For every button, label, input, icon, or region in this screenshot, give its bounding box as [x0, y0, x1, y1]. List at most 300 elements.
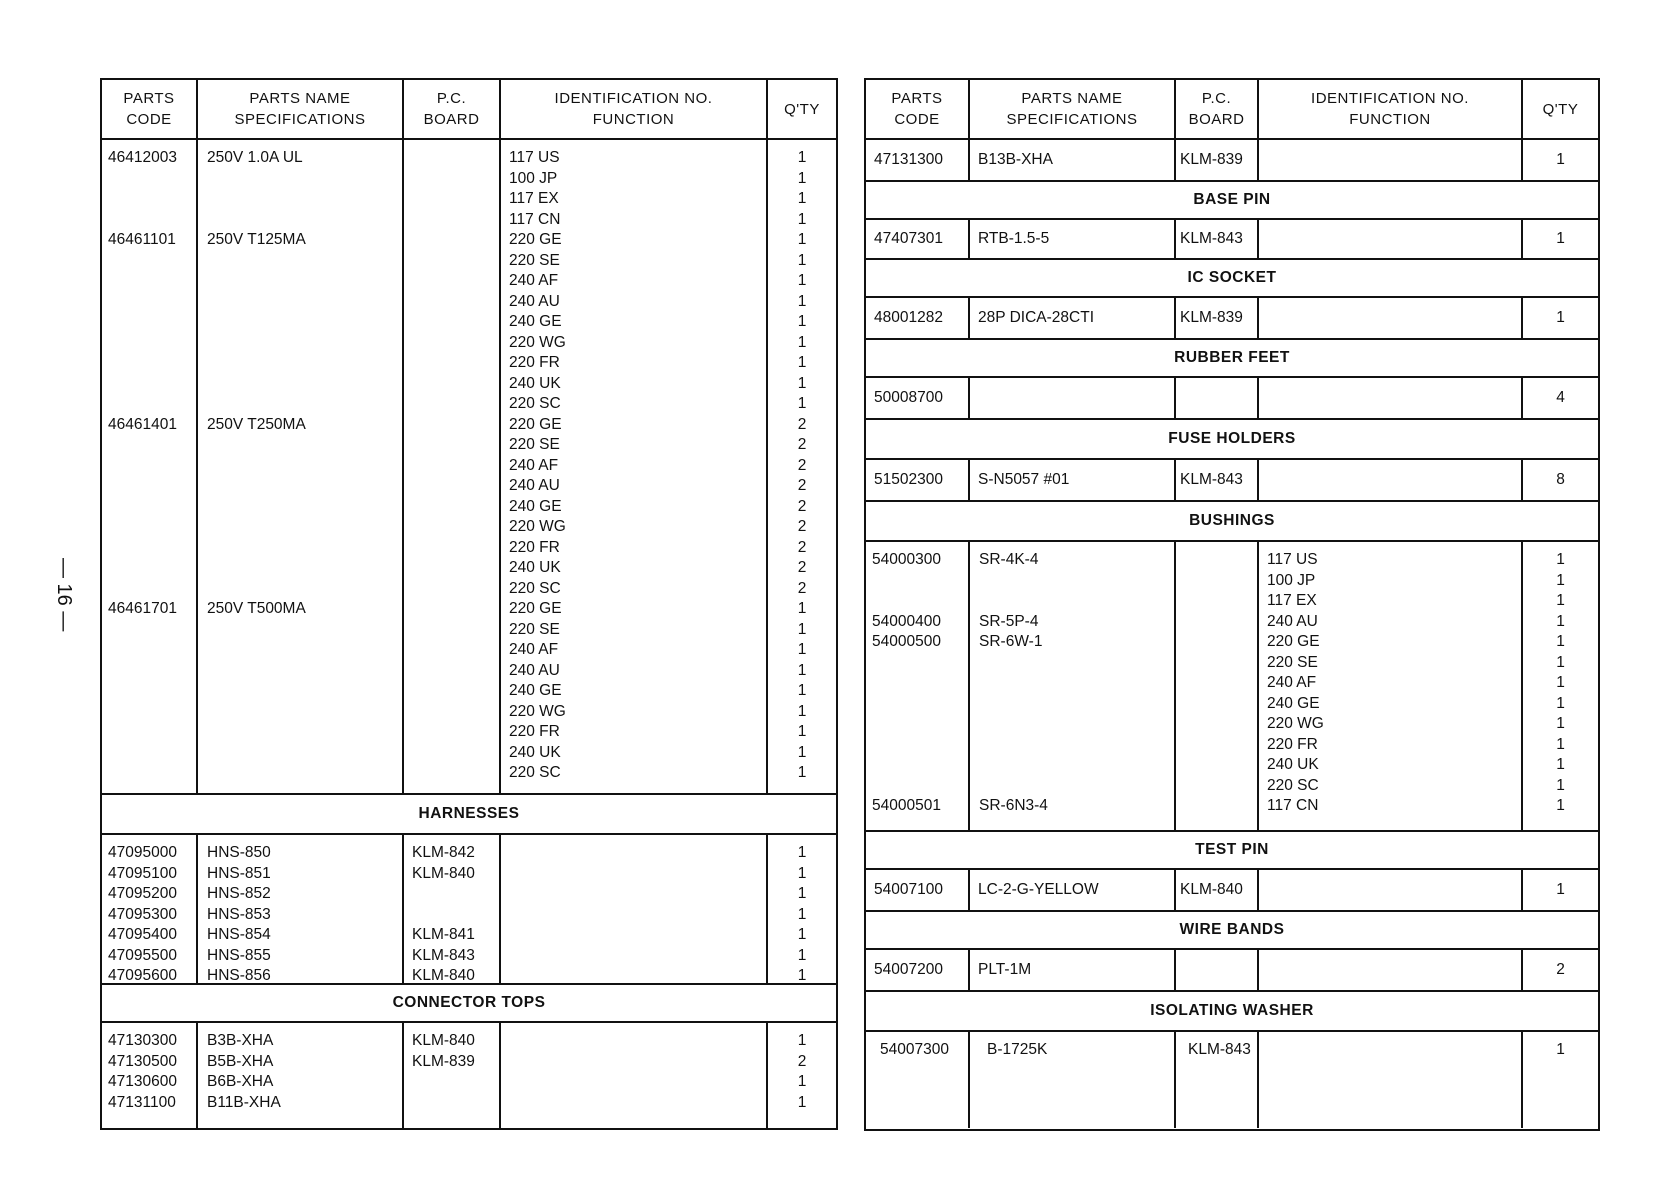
- pc-board: [404, 884, 499, 905]
- part-name: SR-6W-1: [979, 633, 1043, 650]
- quantity: 1: [797, 905, 807, 923]
- identification: 220 FR: [509, 538, 560, 556]
- part-code: [102, 292, 196, 313]
- pc-board: KLM-839: [1176, 298, 1259, 338]
- part-code: 47131100: [108, 1093, 176, 1111]
- part-code: 54000501: [872, 797, 941, 814]
- header-parts-name: PARTS NAME SPECIFICATIONS: [198, 80, 404, 138]
- identification: 240 AF: [509, 272, 559, 289]
- fuse-codes-column: [102, 140, 198, 793]
- part-name: HNS-855: [207, 946, 271, 964]
- quantity: 1: [797, 702, 807, 720]
- part-code: 54007100: [866, 870, 970, 910]
- item-row-test-pin: [866, 870, 1598, 912]
- fuses-section: [102, 140, 836, 795]
- section-title-connector-tops: CONNECTOR TOPS: [102, 985, 836, 1023]
- connector-boards-column: [404, 1023, 501, 1128]
- pc-board: [1176, 950, 1259, 990]
- quantity: 8: [1556, 471, 1565, 488]
- part-name: HNS-853: [207, 905, 271, 923]
- part-name: [198, 333, 402, 354]
- identification: 117 US: [509, 149, 560, 166]
- part-name: HNS-852: [207, 885, 271, 902]
- quantity: 2: [797, 415, 807, 433]
- identification: 220 SE: [1267, 653, 1318, 671]
- identification: 117 CN: [1267, 797, 1319, 814]
- identification: [1259, 870, 1523, 910]
- identification: 220 SC: [509, 579, 561, 597]
- part-code: 47095500: [108, 946, 177, 964]
- part-code: [866, 714, 968, 735]
- part-code: 47095300: [108, 905, 177, 923]
- part-code: [866, 694, 968, 715]
- quantity: 1: [1556, 881, 1565, 898]
- part-name: [970, 673, 1174, 694]
- part-code: [102, 538, 196, 559]
- part-name: [198, 538, 402, 559]
- part-name: [198, 763, 402, 784]
- harness-qty-column: [768, 835, 836, 983]
- harness-idents-column: [501, 835, 768, 983]
- section-title-bushings: BUSHINGS: [866, 502, 1598, 542]
- part-code: [866, 673, 968, 694]
- part-name: [198, 640, 402, 661]
- part-name: [970, 755, 1174, 776]
- part-code: [102, 169, 196, 190]
- quantity: 2: [797, 436, 807, 453]
- harnesses-section: [102, 835, 836, 985]
- identification: 220 SC: [509, 395, 561, 412]
- identification: 220 GE: [509, 600, 562, 617]
- item-row-rubber-feet: [866, 378, 1598, 420]
- fuse-qty-column: [768, 140, 836, 793]
- quantity: 1: [1556, 230, 1565, 247]
- part-name: [198, 579, 402, 600]
- part-name: [970, 735, 1174, 756]
- part-name: LC-2-G-YELLOW: [970, 870, 1176, 910]
- part-code: [866, 591, 968, 612]
- part-code: [102, 497, 196, 518]
- part-name: [198, 271, 402, 292]
- header-pc-board: P.C. BOARD: [404, 80, 501, 138]
- identification: 240 GE: [1267, 694, 1320, 712]
- identification: [1259, 140, 1523, 180]
- part-name: [970, 776, 1174, 797]
- part-name: [970, 714, 1174, 735]
- identification: 240 AU: [509, 477, 560, 494]
- quantity: 2: [797, 559, 807, 576]
- header-pc-board: P.C. BOARD: [1176, 80, 1259, 138]
- pc-board: KLM-843: [1176, 1032, 1259, 1128]
- part-code: 47130600: [108, 1073, 177, 1090]
- quantity: 1: [797, 313, 807, 330]
- part-name: [198, 394, 402, 415]
- quantity: 1: [797, 251, 807, 269]
- quantity: 2: [797, 579, 807, 597]
- pc-board: KLM-839: [1176, 140, 1259, 180]
- pc-board: KLM-840: [412, 864, 475, 882]
- part-code: [102, 681, 196, 702]
- identification: [1259, 378, 1523, 418]
- quantity: 2: [797, 456, 807, 474]
- identification: 220 WG: [509, 333, 566, 351]
- identification: 220 FR: [509, 354, 560, 371]
- identification: 220 WG: [509, 702, 566, 720]
- part-code: 47130300: [108, 1032, 177, 1049]
- bushing-names-column: [970, 542, 1176, 830]
- header-parts-code: PARTS CODE: [866, 80, 970, 138]
- quantity: 1: [1556, 551, 1565, 568]
- identification: 220 FR: [1267, 735, 1318, 753]
- part-code: [102, 435, 196, 456]
- part-code: 47407301: [866, 220, 970, 258]
- quantity: 1: [797, 374, 807, 392]
- part-name: RTB-1.5-5: [970, 220, 1176, 258]
- identification: 240 GE: [509, 313, 562, 330]
- quantity: 1: [797, 620, 807, 638]
- part-code: [102, 702, 196, 723]
- quantity: 1: [1556, 309, 1565, 326]
- header-row: [866, 80, 1598, 140]
- quantity: 1: [797, 210, 807, 228]
- pc-board: [404, 1093, 499, 1114]
- part-name: [198, 661, 402, 682]
- part-name: 28P DICA-28CTI: [970, 298, 1176, 338]
- part-name: [198, 476, 402, 497]
- part-name: B6B-XHA: [207, 1073, 274, 1090]
- pc-board: KLM-843: [1176, 220, 1259, 258]
- identification: 117 EX: [509, 190, 559, 207]
- part-code: [866, 755, 968, 776]
- quantity: 1: [797, 844, 807, 861]
- quantity: 1: [797, 231, 807, 248]
- part-name: 250V 1.0A UL: [207, 149, 303, 166]
- part-name: 250V T500MA: [207, 600, 306, 617]
- pc-board: KLM-840: [1176, 870, 1259, 910]
- identification: 220 FR: [509, 723, 560, 740]
- pc-board: KLM-839: [412, 1052, 475, 1070]
- part-code: [102, 333, 196, 354]
- identification: 220 GE: [1267, 633, 1320, 650]
- quantity: 2: [797, 497, 807, 515]
- quantity: 1: [797, 926, 807, 943]
- quantity: 2: [1556, 961, 1565, 978]
- pc-board: [404, 905, 499, 926]
- part-name: [198, 722, 402, 743]
- identification: 220 SE: [509, 436, 560, 453]
- part-name: HNS-856: [207, 967, 271, 984]
- quantity: 1: [1556, 1041, 1565, 1058]
- quantity: 1: [797, 354, 807, 371]
- identification: 240 AF: [509, 456, 559, 474]
- quantity: 1: [797, 1032, 807, 1049]
- quantity: 1: [797, 723, 807, 740]
- connector-idents-column: [501, 1023, 768, 1128]
- item-row-ic-socket: [866, 298, 1598, 340]
- part-code: 50008700: [866, 378, 970, 418]
- pc-board: [404, 1072, 499, 1093]
- quantity: 1: [1556, 151, 1565, 168]
- item-row-fuse-holders: [866, 460, 1598, 502]
- identification: 240 UK: [509, 743, 561, 761]
- part-code: 54000500: [872, 633, 941, 650]
- right-parts-table: [864, 78, 1600, 1131]
- identification: 220 SC: [509, 764, 561, 781]
- item-row-b13b: [866, 140, 1598, 182]
- part-name: B-1725K: [970, 1032, 1176, 1128]
- quantity: 1: [797, 641, 807, 658]
- part-code: 51502300: [866, 460, 970, 500]
- part-code: [102, 394, 196, 415]
- part-name: PLT-1M: [970, 950, 1176, 990]
- part-code: 47095200: [108, 885, 177, 902]
- quantity: 1: [1556, 571, 1565, 589]
- identification: [1259, 460, 1523, 500]
- identification: 100 JP: [1267, 571, 1316, 589]
- quantity: 1: [1556, 694, 1565, 712]
- part-code: [102, 210, 196, 231]
- part-code: 46461401: [108, 415, 177, 433]
- identification: 220 WG: [509, 518, 566, 535]
- identification: 240 GE: [509, 682, 562, 699]
- part-code: [102, 661, 196, 682]
- quantity: 1: [1556, 612, 1565, 630]
- quantity: 1: [1556, 633, 1565, 650]
- part-code: [102, 517, 196, 538]
- section-title-wire-bands: WIRE BANDS: [866, 912, 1598, 950]
- quantity: 2: [797, 538, 807, 556]
- part-code: 47095400: [108, 926, 177, 943]
- part-name: [198, 210, 402, 231]
- part-name: [198, 353, 402, 374]
- quantity: 1: [1556, 797, 1565, 814]
- part-name: S-N5057 #01: [970, 460, 1176, 500]
- quantity: 1: [797, 600, 807, 617]
- identification: 240 UK: [509, 374, 561, 392]
- part-code: 46461101: [108, 231, 176, 248]
- part-code: [866, 571, 968, 592]
- part-name: [970, 591, 1174, 612]
- part-code: [866, 653, 968, 674]
- quantity: 1: [797, 333, 807, 351]
- quantity: 4: [1556, 389, 1565, 406]
- part-code: [102, 374, 196, 395]
- part-code: 47095600: [108, 967, 177, 984]
- quantity: 1: [1556, 653, 1565, 671]
- part-name: [198, 743, 402, 764]
- part-code: [102, 722, 196, 743]
- part-code: [102, 620, 196, 641]
- identification: [1259, 298, 1523, 338]
- part-code: 48001282: [866, 298, 970, 338]
- part-name: [970, 571, 1174, 592]
- part-code: [102, 251, 196, 272]
- quantity: 1: [797, 661, 807, 679]
- bushings-section: [866, 542, 1598, 832]
- part-code: [102, 456, 196, 477]
- connector-qty-column: [768, 1023, 836, 1128]
- harness-codes-column: [102, 835, 198, 983]
- quantity: 1: [1556, 592, 1565, 609]
- part-name: [198, 312, 402, 333]
- part-name: [198, 702, 402, 723]
- part-name: B5B-XHA: [207, 1052, 274, 1070]
- connector-tops-section: [102, 1023, 836, 1128]
- part-code: 54007200: [866, 950, 970, 990]
- quantity: 1: [797, 864, 807, 882]
- section-title-test-pin: TEST PIN: [866, 832, 1598, 870]
- part-code: 47131300: [866, 140, 970, 180]
- identification: 100 JP: [509, 169, 558, 187]
- quantity: 1: [797, 1073, 807, 1090]
- header-parts-name: PARTS NAME SPECIFICATIONS: [970, 80, 1176, 138]
- part-name: [198, 292, 402, 313]
- quantity: 2: [797, 477, 807, 494]
- part-code: [102, 476, 196, 497]
- identification: [1259, 1032, 1523, 1128]
- part-name: [198, 374, 402, 395]
- part-name: SR-6N3-4: [979, 797, 1048, 814]
- header-identification: IDENTIFICATION NO. FUNCTION: [501, 80, 768, 138]
- identification: 240 AF: [509, 641, 559, 658]
- item-row-isolating-washer: [866, 1032, 1598, 1128]
- fuse-board-column: [404, 140, 501, 793]
- quantity: 1: [1556, 776, 1565, 794]
- item-row-wire-bands: [866, 950, 1598, 992]
- part-name: B3B-XHA: [207, 1032, 274, 1049]
- part-name: [970, 694, 1174, 715]
- part-name: SR-4K-4: [979, 551, 1039, 568]
- pc-board: KLM-842: [412, 844, 475, 861]
- pc-board: KLM-843: [1176, 460, 1259, 500]
- quantity: 1: [797, 967, 807, 984]
- part-code: [102, 763, 196, 784]
- bushing-idents-column: [1259, 542, 1523, 830]
- part-code: 47095000: [108, 844, 177, 861]
- bushing-boards-column: [1176, 542, 1259, 830]
- quantity: 2: [797, 518, 807, 535]
- quantity: 1: [797, 885, 807, 902]
- left-parts-table: [100, 78, 838, 1130]
- part-name: [970, 378, 1176, 418]
- identification: 220 GE: [509, 231, 562, 248]
- quantity: 1: [797, 149, 807, 166]
- part-code: [102, 558, 196, 579]
- quantity: 1: [797, 764, 807, 781]
- section-title-isolating-washer: ISOLATING WASHER: [866, 992, 1598, 1032]
- header-identification: IDENTIFICATION NO. FUNCTION: [1259, 80, 1523, 138]
- part-name: 250V T125MA: [207, 231, 306, 248]
- identification: 220 SC: [1267, 776, 1319, 794]
- part-name: B13B-XHA: [970, 140, 1176, 180]
- quantity: 1: [797, 682, 807, 699]
- part-name: [198, 517, 402, 538]
- part-name: SR-5P-4: [979, 612, 1039, 630]
- header-parts-code: PARTS CODE: [102, 80, 198, 138]
- identification: 117 CN: [509, 210, 561, 228]
- part-code: [102, 353, 196, 374]
- part-code: [102, 640, 196, 661]
- section-title-fuse-holders: FUSE HOLDERS: [866, 420, 1598, 460]
- quantity: 1: [797, 1093, 807, 1111]
- part-code: [866, 776, 968, 797]
- part-code: [102, 189, 196, 210]
- identification: [1259, 950, 1523, 990]
- quantity: 1: [797, 169, 807, 187]
- pc-board: KLM-843: [412, 946, 475, 964]
- identification: 240 UK: [1267, 756, 1319, 773]
- identification: 240 GE: [509, 497, 562, 515]
- quantity: 1: [1556, 674, 1565, 691]
- quantity: 2: [797, 1052, 807, 1070]
- section-title-harnesses: HARNESSES: [102, 795, 836, 835]
- identification: [1259, 220, 1523, 258]
- quantity: 1: [797, 292, 807, 310]
- fuse-names-column: [198, 140, 404, 793]
- part-name: HNS-850: [207, 844, 271, 861]
- page-number: — 16 —: [53, 558, 75, 632]
- pc-board: KLM-840: [412, 1032, 475, 1049]
- part-name: [198, 169, 402, 190]
- identification: 117 EX: [1267, 592, 1317, 609]
- part-name: [198, 435, 402, 456]
- section-title-rubber-feet: RUBBER FEET: [866, 340, 1598, 378]
- identification: 240 UK: [509, 559, 561, 576]
- part-name: [198, 558, 402, 579]
- part-code: 54007300: [866, 1032, 970, 1128]
- part-code: 46461701: [108, 600, 177, 617]
- identification: 240 AU: [509, 292, 560, 310]
- part-name: [198, 456, 402, 477]
- part-name: [198, 497, 402, 518]
- part-code: 47130500: [108, 1052, 177, 1070]
- quantity: 1: [797, 272, 807, 289]
- part-name: [198, 681, 402, 702]
- identification: 240 AF: [1267, 674, 1317, 691]
- part-name: HNS-854: [207, 926, 271, 943]
- identification: 220 GE: [509, 415, 562, 433]
- quantity: 1: [797, 946, 807, 964]
- part-code: 47095100: [108, 864, 177, 882]
- part-code: 54000300: [872, 551, 941, 568]
- quantity: 1: [1556, 735, 1565, 753]
- identification: 220 SE: [509, 251, 560, 269]
- part-code: [866, 735, 968, 756]
- quantity: 1: [797, 743, 807, 761]
- identification: 240 AU: [509, 661, 560, 679]
- pc-board: [1176, 378, 1259, 418]
- header-qty: Q'TY: [1542, 100, 1579, 118]
- quantity: 1: [1556, 715, 1565, 732]
- item-row-base-pin: [866, 220, 1598, 260]
- connector-names-column: [198, 1023, 404, 1128]
- part-name: B11B-XHA: [207, 1093, 281, 1111]
- part-name: 250V T250MA: [207, 415, 306, 433]
- part-name: [970, 653, 1174, 674]
- header-qty: Q'TY: [784, 100, 820, 118]
- harness-names-column: [198, 835, 404, 983]
- part-name: [198, 620, 402, 641]
- part-code: 54000400: [872, 612, 941, 630]
- part-code: [102, 312, 196, 333]
- pc-board: KLM-840: [412, 967, 475, 984]
- bushing-codes-column: [866, 542, 970, 830]
- pc-board: KLM-841: [412, 926, 475, 943]
- part-name: [198, 189, 402, 210]
- part-code: [102, 271, 196, 292]
- quantity: 1: [1556, 756, 1565, 773]
- quantity: 1: [797, 190, 807, 207]
